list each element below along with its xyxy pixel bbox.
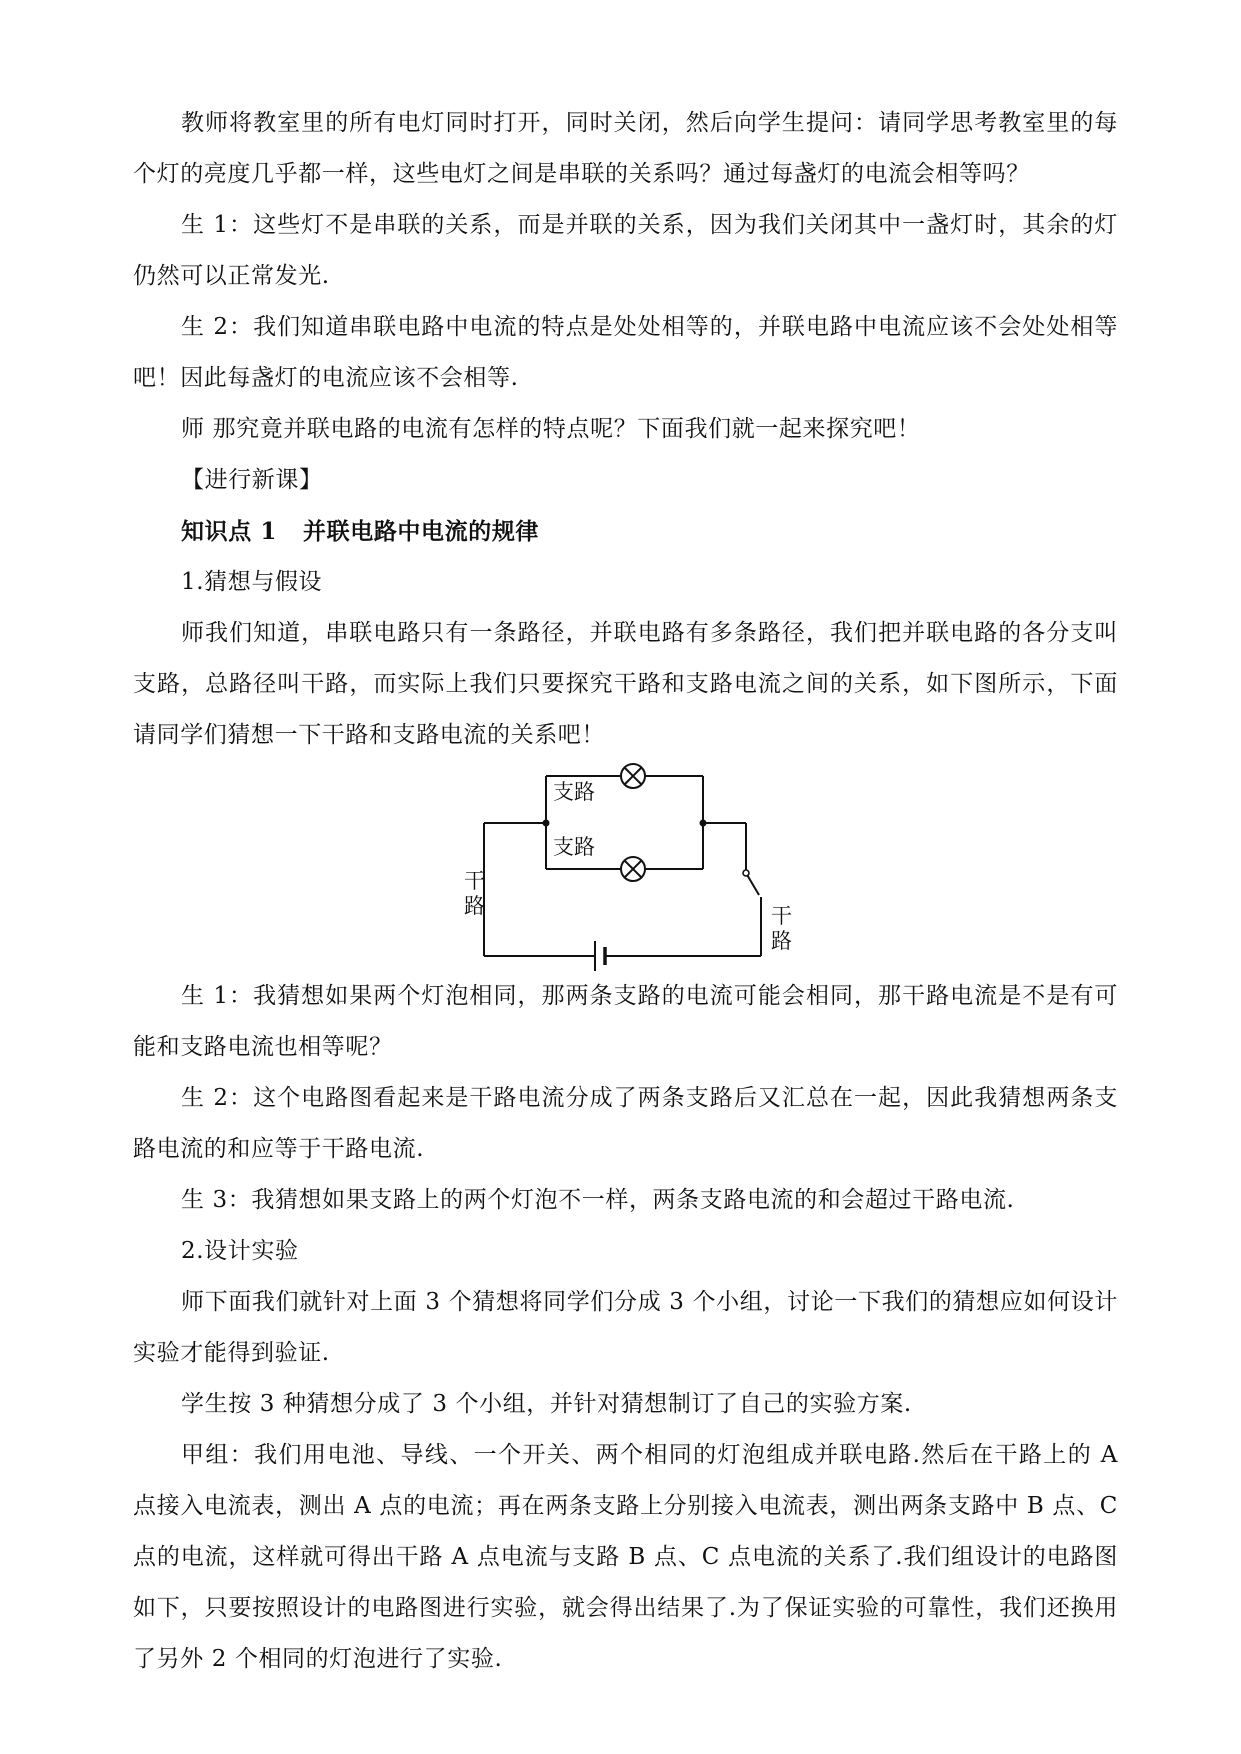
paragraph-group-a: 甲组：我们用电池、导线、一个开关、两个相同的灯泡组成并联电路.然后在干路上的 A 点接入电流表，测出 A 点的电流；再在两条支路上分别接入电流表，测出两条支路中 B 点、C 点的电流，这样就可得出干路 A 点电流与支路 B 点、C 点电流的关系了.我们组设计的电路图如下，只要按照设计的电路图进行实验，就会得出结果了.为了保证实验的可靠性，我们还换用了另外 2 个相同的灯泡进行了实验.: [133, 1442, 1118, 1672]
paragraph-student-guess-3: 生 3：我猜想如果支路上的两个灯泡不一样，两条支路电流的和会超过干路电流.: [181, 1187, 1015, 1213]
paragraph-teacher-explain: 师我们知道，串联电路只有一条路径，并联电路有多条路径，我们把并联电路的各分支叫支路，总路径叫干路，而实际上我们只要探究干路和支路电流之间的关系，如下图所示，下面请同学们猜想一下干路和支路电流的关系吧！: [133, 620, 1118, 748]
paragraph-student-2: 生 2：我们知道串联电路中电流的特点是处处相等的，并联电路中电流应该不会处处相等吧！因此每盏灯的电流应该不会相等.: [133, 314, 1118, 391]
junction-right-dot: [700, 820, 707, 827]
paragraph-student-1: 生 1：这些灯不是串联的关系，而是并联的关系，因为我们关闭其中一盏灯时，其余的灯仍然可以正常发光.: [133, 212, 1118, 289]
knowledge-point-title: 并联电路中电流的规律: [303, 518, 540, 545]
branch-label-top: 支路: [553, 780, 595, 804]
trunk-label-right-1: 干: [771, 904, 792, 928]
subheading-design-experiment: 2.设计实验: [181, 1238, 299, 1264]
switch-pivot-icon: [743, 870, 749, 876]
knowledge-point-number: 知识点 1: [181, 518, 278, 545]
trunk-label-right-2: 路: [771, 929, 792, 953]
paragraph-student-guess-2: 生 2：这个电路图看起来是干路电流分成了两条支路后又汇总在一起，因此我猜想两条支路电流的和应等于干路电流.: [133, 1085, 1118, 1162]
trunk-label-left-1: 干: [464, 869, 485, 893]
junction-left-dot: [543, 820, 550, 827]
battery-icon: [595, 941, 605, 971]
lamp-bottom-icon: [621, 857, 645, 881]
section-heading-new-lesson: 【进行新课】: [181, 467, 323, 493]
paragraph-student-guess-1: 生 1：我猜想如果两个灯泡相同，那两条支路的电流可能会相同，那干路电流是不是有可能和支路电流也相等呢？: [133, 983, 1118, 1060]
parallel-circuit-diagram: [133, 761, 1118, 971]
subheading-hypothesis: 1.猜想与假设: [181, 569, 323, 595]
circuit-svg: [133, 761, 1118, 971]
paragraph-students-plan: 学生按 3 种猜想分成了 3 个小组，并针对猜想制订了自己的实验方案.: [181, 1391, 912, 1417]
document-body: [133, 98, 1118, 1685]
paragraph-intro: 教师将教室里的所有电灯同时打开，同时关闭，然后向学生提问：请同学思考教室里的每个灯的亮度几乎都一样，这些电灯之间是串联的关系吗？通过每盏灯的电流会相等吗？: [133, 110, 1118, 187]
trunk-label-left-2: 路: [464, 894, 485, 918]
lamp-top-icon: [621, 764, 645, 788]
paragraph-teacher-groups: 师下面我们就针对上面 3 个猜想将同学们分成 3 个小组，讨论一下我们的猜想应如何设计实验才能得到验证.: [133, 1289, 1118, 1366]
knowledge-point-heading: [133, 506, 1118, 557]
switch-arm: [746, 873, 759, 895]
branch-label-bottom: 支路: [553, 835, 595, 859]
paragraph-teacher-question: 师 那究竟并联电路的电流有怎样的特点呢？下面我们就一起来探究吧！: [181, 416, 921, 442]
